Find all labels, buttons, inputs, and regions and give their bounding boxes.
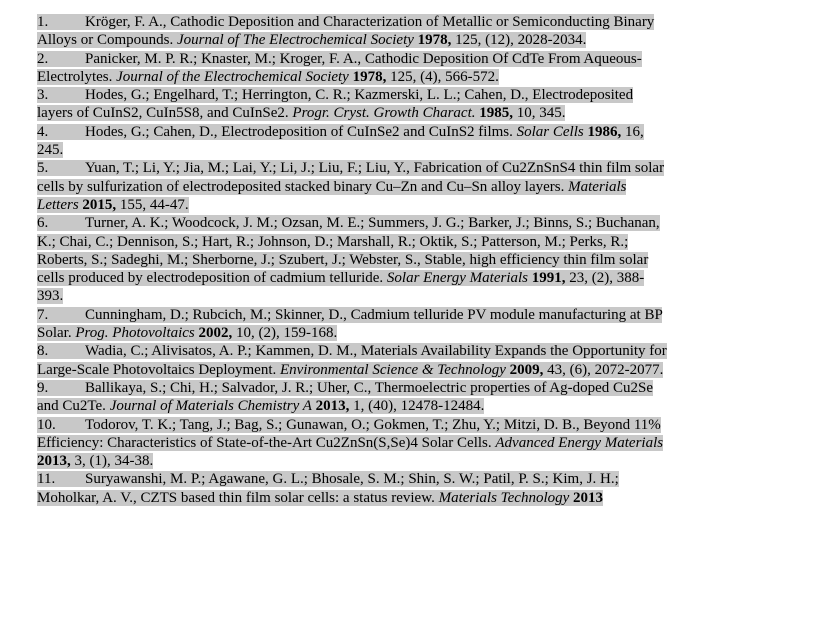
journal-name: Environmental Science & Technology <box>280 361 506 378</box>
reference-details: 16, 245. <box>37 123 644 159</box>
reference-details: 125, (12), 2028-2034. <box>451 32 587 49</box>
reference-text: Wadia, C.; Alivisatos, A. P.; Kammen, D. M., Materials Availability Expands the Opportunity for Large-Scale Photovoltaics Deployment. <box>37 343 667 378</box>
reference-item[interactable] <box>37 159 667 214</box>
reference-number: 3. <box>37 87 49 104</box>
reference-item[interactable] <box>37 123 667 160</box>
reference-item[interactable] <box>37 470 667 507</box>
reference-item[interactable] <box>37 13 667 50</box>
reference-list <box>37 13 667 555</box>
journal-name: Progr. Cryst. Growth Charact. <box>292 105 476 122</box>
reference-year: 1985, <box>479 105 513 122</box>
reference-number: 6. <box>37 215 49 232</box>
reference-number: 10. <box>37 416 56 433</box>
reference-details: 155, 44-47. <box>116 196 189 213</box>
journal-name: Materials Technology <box>438 489 570 506</box>
reference-details: 1, (40), 12478-12484. <box>349 398 485 415</box>
reference-item[interactable] <box>37 379 667 416</box>
journal-name: Journal of Materials Chemistry A <box>109 398 312 415</box>
reference-year: 2002, <box>198 325 233 342</box>
reference-number: 1. <box>37 14 49 30</box>
reference-year: 2013, <box>315 398 350 415</box>
reference-details: 10, (2), 159-168. <box>232 325 338 342</box>
reference-number: 4. <box>37 123 49 140</box>
reference-text: Yuan, T.; Li, Y.; Jia, M.; Lai, Y.; Li, J.; Liu, F.; Liu, Y., Fabrication of Cu2ZnSnS4 thin film solar cells by sulfurization of electrodeposited stacked binary Cu–Zn and Cu–Sn alloy layers. <box>37 160 665 195</box>
reference-item[interactable] <box>37 416 667 471</box>
reference-year: 2013, <box>37 453 71 470</box>
journal-name: Prog. Photovoltaics <box>75 325 195 342</box>
journal-name: Materials Letters <box>37 178 627 213</box>
reference-details: 3, (1), 34-38. <box>70 453 154 470</box>
reference-year: 2009, <box>509 361 544 378</box>
reference-number: 9. <box>37 379 49 396</box>
reference-number: 2. <box>37 50 49 67</box>
reference-text: Ballikaya, S.; Chi, H.; Salvador, J. R.; Uher, C., Thermoelectric properties of Ag-doped Cu2Se and Cu2Te. <box>37 379 654 415</box>
reference-year: 1978, <box>352 68 387 85</box>
journal-name: Advanced Energy Materials <box>495 434 664 451</box>
reference-text: Todorov, T. K.; Tang, J.; Bag, S.; Gunawan, O.; Gokmen, T.; Zhu, Y.; Mitzi, D. B., Beyond 11% Efficiency: Characteristics of State-of-the-Art Cu2ZnSn(S,Se)4 Solar Cells. <box>37 416 661 451</box>
reference-text: Hodes, G.; Engelhard, T.; Herrington, C. R.; Kazmerski, L. L.; Cahen, D., Electrodeposited layers of CuInS2, CuIn5S8, and CuInSe2. <box>37 87 634 122</box>
reference-number: 8. <box>37 343 49 360</box>
reference-details: 10, 345. <box>512 105 566 122</box>
reference-item[interactable] <box>37 306 667 343</box>
reference-item[interactable] <box>37 50 667 87</box>
reference-text: Panicker, M. P. R.; Knaster, M.; Kroger, F. A., Cathodic Deposition Of CdTe From Aqueous-Electrolytes. <box>37 50 642 85</box>
reference-details: 125, (4), 566-572. <box>386 68 499 85</box>
reference-text: Suryawanshi, M. P.; Agawane, G. L.; Bhosale, S. M.; Shin, S. W.; Patil, P. S.; Kim, J. H.; Moholkar, A. V., CZTS based thin film solar cells: a status review. <box>37 471 619 506</box>
reference-year: 2015, <box>82 196 117 213</box>
reference-item[interactable] <box>37 86 667 123</box>
reference-number: 11. <box>37 471 56 488</box>
journal-name: Journal of The Electrochemical Society <box>177 32 414 49</box>
reference-year: 1978, <box>417 32 452 49</box>
reference-number: 7. <box>37 306 49 323</box>
reference-details: 43, (6), 2072-2077. <box>543 361 664 378</box>
reference-text: Hodes, G.; Cahen, D., Electrodeposition of CuInSe2 and CuInS2 films. <box>85 123 517 140</box>
reference-text: Turner, A. K.; Woodcock, J. M.; Ozsan, M. E.; Summers, J. G.; Barker, J.; Binns, S.; Buchanan, K.; Chai, C.; Dennison, S.; Hart, R.; Johnson, D.; Marshall, R.; Oktik, S.; Patterson, M.; Perks, R.; Roberts, S.; Sadeghi, M.; Sherborne, J.; Szubert, J.; Webster, S., Stable, high efficiency thin film solar cells produced by electrodeposition of cadmium telluride. <box>37 215 660 287</box>
reference-year: 1991, <box>531 270 566 287</box>
reference-year: 2013 <box>573 489 604 506</box>
reference-details: 23, (2), 388-393. <box>37 270 645 305</box>
reference-text: Kröger, F. A., Cathodic Deposition and Characterization of Metallic or Semiconducting Binary Alloys or Compounds. <box>37 14 655 49</box>
reference-number: 5. <box>37 160 49 177</box>
reference-item[interactable] <box>37 342 667 379</box>
reference-item[interactable] <box>37 214 667 305</box>
reference-year: 1986, <box>587 123 622 140</box>
journal-name: Solar Cells <box>516 123 584 140</box>
journal-name: Solar Energy Materials <box>386 270 528 287</box>
journal-name: Journal of the Electrochemical Society <box>116 68 349 85</box>
reference-text: Cunningham, D.; Rubcich, M.; Skinner, D., Cadmium telluride PV module manufacturing at BP Solar. <box>37 306 663 342</box>
